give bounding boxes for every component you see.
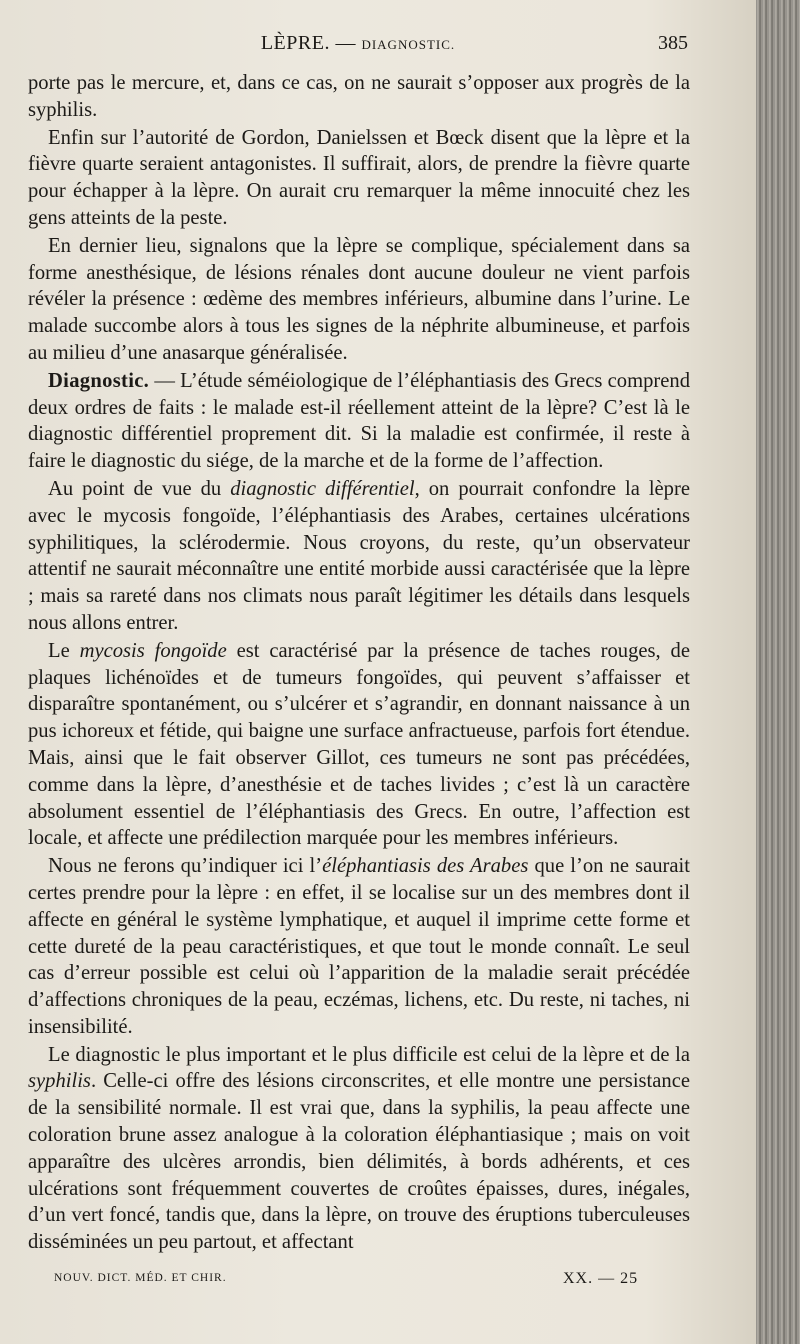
- italic-term: diagnostic différentiel: [230, 477, 415, 500]
- paragraph-text: En dernier lieu, signalons que la lèpre se complique, spécialement dans sa forme anesthésique, de lésions rénales dont aucune douleur ne vient parfois révéler la présence : œdème des membres inférieurs, albumine dans l’urine. Le malade succombe alors à tous les signes de la néphrite albumineuse, et parfois au milieu d’une anasarque généralisée.: [28, 234, 690, 364]
- paragraph-lead: Au point de vue du: [48, 477, 231, 500]
- footer-volume-sheet: XX. — 25: [563, 1270, 639, 1287]
- paragraph-text: — L’étude séméiologique de l’éléphantiasis des Grecs comprend deux ordres de faits : le malade est-il réellement atteint de la lèpre? C’est là le diagnostic différentiel proprement dit. Si la maladie est confirmée, il reste à faire le diagnostic du siége, de la marche et de la forme de l’affection.: [28, 369, 690, 473]
- paragraph-text: , on pourrait confondre la lèpre avec le mycosis fongoïde, l’éléphantiasis des Arabes, certaines ulcérations syphilitiques, la sclérodermie. Nous croyons, du reste, qu’un observateur attentif ne saurait méconnaître une entité morbide aussi caractérisée que la lèpre ; mais sa rareté dans nos climats nous paraît légitimer les détails dans lesquels nous allons entrer.: [28, 477, 690, 634]
- running-title-main: LÈPRE.: [260, 32, 330, 54]
- paragraph-7: [28, 853, 690, 1041]
- running-title-dash: —: [329, 32, 362, 54]
- paragraph-text: que l’on ne saurait certes prendre pour la lèpre : en effet, il se localise sur un des membres dont il affecte en général le système lymphatique, et auquel il imprime cette forme et cette dureté de la peau caractéristiques, et que tout le monde connaît. Le seul cas d’erreur possible est celui où l’apparition de la maladie serait précédée d’affections chroniques de la peau, eczémas, lichens, etc. Du reste, ni taches, ni insensibilité.: [28, 855, 690, 1038]
- paragraph-lead: Le: [48, 639, 80, 662]
- paragraph-3: [28, 233, 690, 367]
- running-title: [28, 32, 688, 55]
- italic-term: syphilis: [28, 1070, 91, 1093]
- section-heading-diagnostic: Diagnostic.: [48, 369, 150, 392]
- italic-term: mycosis fongoïde: [79, 639, 227, 662]
- paragraph-text: Enfin sur l’autorité de Gordon, Danielssen et Bœck disent que la lèpre et la fièvre quarte seraient antagonistes. Il suffirait, alors, de prendre la fièvre quarte pour échapper à la lèpre. On aurait cru remarquer la même innocuité chez les gens atteints de la peste.: [28, 126, 690, 229]
- paragraph-8: [28, 1042, 690, 1256]
- italic-term: éléphantiasis des Arabes: [322, 855, 529, 878]
- page-edge-stack: [756, 0, 800, 1344]
- paragraph-6: [28, 638, 690, 852]
- paragraph-text: est caractérisé par la présence de taches rouges, de plaques lichénoïdes et de tumeurs fongoïdes, qui peuvent s’affaisser et disparaître spontanément, ou s’ulcérer et s’agrandir, en donnant naissance à un pus ichoreux et fétide, qui baigne une surface anfractueuse, parfois fort étendue. Mais, ainsi que le fait observer Gillot, ces tumeurs ne sont pas précédées, comme dans la lèpre, d’anesthésie et de taches livides ; c’est là un caractère absolument essentiel de l’éléphantiasis des Grecs. En outre, l’affection est locale, et affecte une prédilection marquée pour les membres inférieurs.: [28, 639, 690, 850]
- paragraph-2: [28, 125, 690, 232]
- footer-signature-title: NOUV. DICT. MÉD. ET CHIR.: [54, 1272, 227, 1284]
- paragraph-text: porte pas le mercure, et, dans ce cas, on ne saurait s’opposer aux progrès de la syphilis.: [28, 72, 690, 121]
- paragraph-lead: Nous ne ferons qu’indiquer ici l’: [48, 855, 323, 878]
- running-title-sub: DIAGNOSTIC.: [361, 37, 456, 52]
- paragraph-4: [28, 368, 690, 475]
- paragraph-text: . Celle-ci offre des lésions circonscrites, et elle montre une persistance de la sensibilité normale. Il est vrai que, dans la syphilis, la peau affecte une coloration brune assez analogue à la coloration éléphantiasique ; mais on voit apparaître des ulcères arrondis, bien délimités, à bords adhérents, et ces ulcérations sont fréquemment couvertes de croûtes épaisses, dures, inégales, d’un vert foncé, tandis que, dans la lèpre, on trouve des éruptions tuberculeuses disséminées un peu partout, et affectant: [28, 1070, 690, 1254]
- page-number: 385: [658, 32, 688, 54]
- paragraph-5: [28, 476, 690, 637]
- body-text: [28, 70, 690, 1256]
- running-header: [28, 30, 688, 60]
- paragraph-1: [28, 70, 690, 124]
- paragraph-lead: Le diagnostic le plus important et le plus difficile est celui de la lèpre et de la: [48, 1043, 690, 1066]
- page-footer: [28, 1270, 690, 1294]
